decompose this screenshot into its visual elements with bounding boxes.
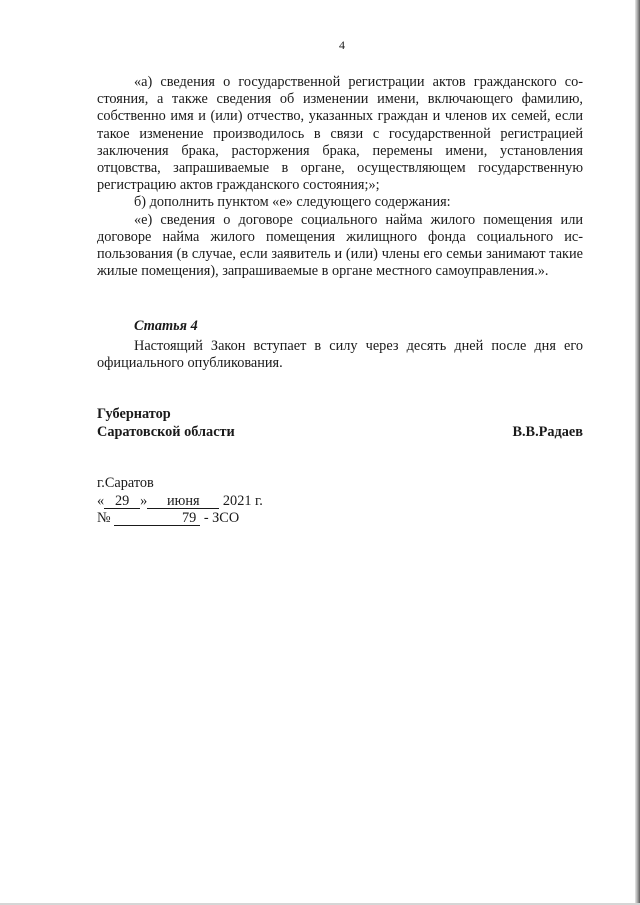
document-footer bbox=[97, 475, 263, 528]
date-day: 29 bbox=[104, 494, 140, 509]
signatory-name: В.В.Радаев bbox=[512, 424, 583, 440]
article-text: Настоящий Закон вступает в силу через десять дней после дня его официального опубликования. bbox=[97, 338, 583, 372]
number-prefix: № bbox=[97, 510, 111, 526]
date-month: июня bbox=[147, 494, 219, 509]
footer-number bbox=[97, 510, 263, 528]
signatory-position-line1: Губернатор bbox=[97, 406, 171, 422]
scan-edge-shadow bbox=[635, 0, 640, 905]
article-title: Статья 4 bbox=[134, 318, 198, 334]
date-close-quote: » bbox=[140, 492, 148, 509]
paragraph-a: «а) сведения о государственной регистрации актов гражданского состояния, а также сведения об изменении имени, включающего фамилию, собственно имя и (или) отчество, указанных граждан и членов их семей, если такое изменение производилось в связи с государственной регистрацией заключения брака, расторжения брака, перемены имени, установления отцовства, запрашиваемые в органе, осуществляющем государственную регистрацию актов гражданского состояния;»; bbox=[97, 74, 583, 194]
signature-block bbox=[97, 405, 583, 441]
number-value: 79 bbox=[114, 511, 200, 526]
signatory-position-line2: Саратовской области bbox=[97, 424, 235, 440]
date-year: 2021 г. bbox=[222, 492, 263, 509]
paragraph-e: «е) сведения о договоре социального найма жилого помещения или договоре найма жилого помещения жилищного фонда социального использования (в случае, если заявитель и (или) члены его семьи занимают такие жилые помещения), запрашиваемые в органе местного самоуправления.». bbox=[97, 211, 583, 280]
date-open-quote: « bbox=[97, 492, 105, 509]
law-body-text bbox=[97, 74, 583, 280]
paragraph-b: б) дополнить пунктом «е» следующего содержания: bbox=[134, 194, 451, 211]
article-4 bbox=[97, 318, 583, 373]
footer-city: г.Саратов bbox=[97, 475, 154, 491]
page-number: 4 bbox=[339, 38, 345, 52]
number-suffix: - ЗСО bbox=[203, 510, 240, 526]
footer-date bbox=[97, 493, 263, 511]
